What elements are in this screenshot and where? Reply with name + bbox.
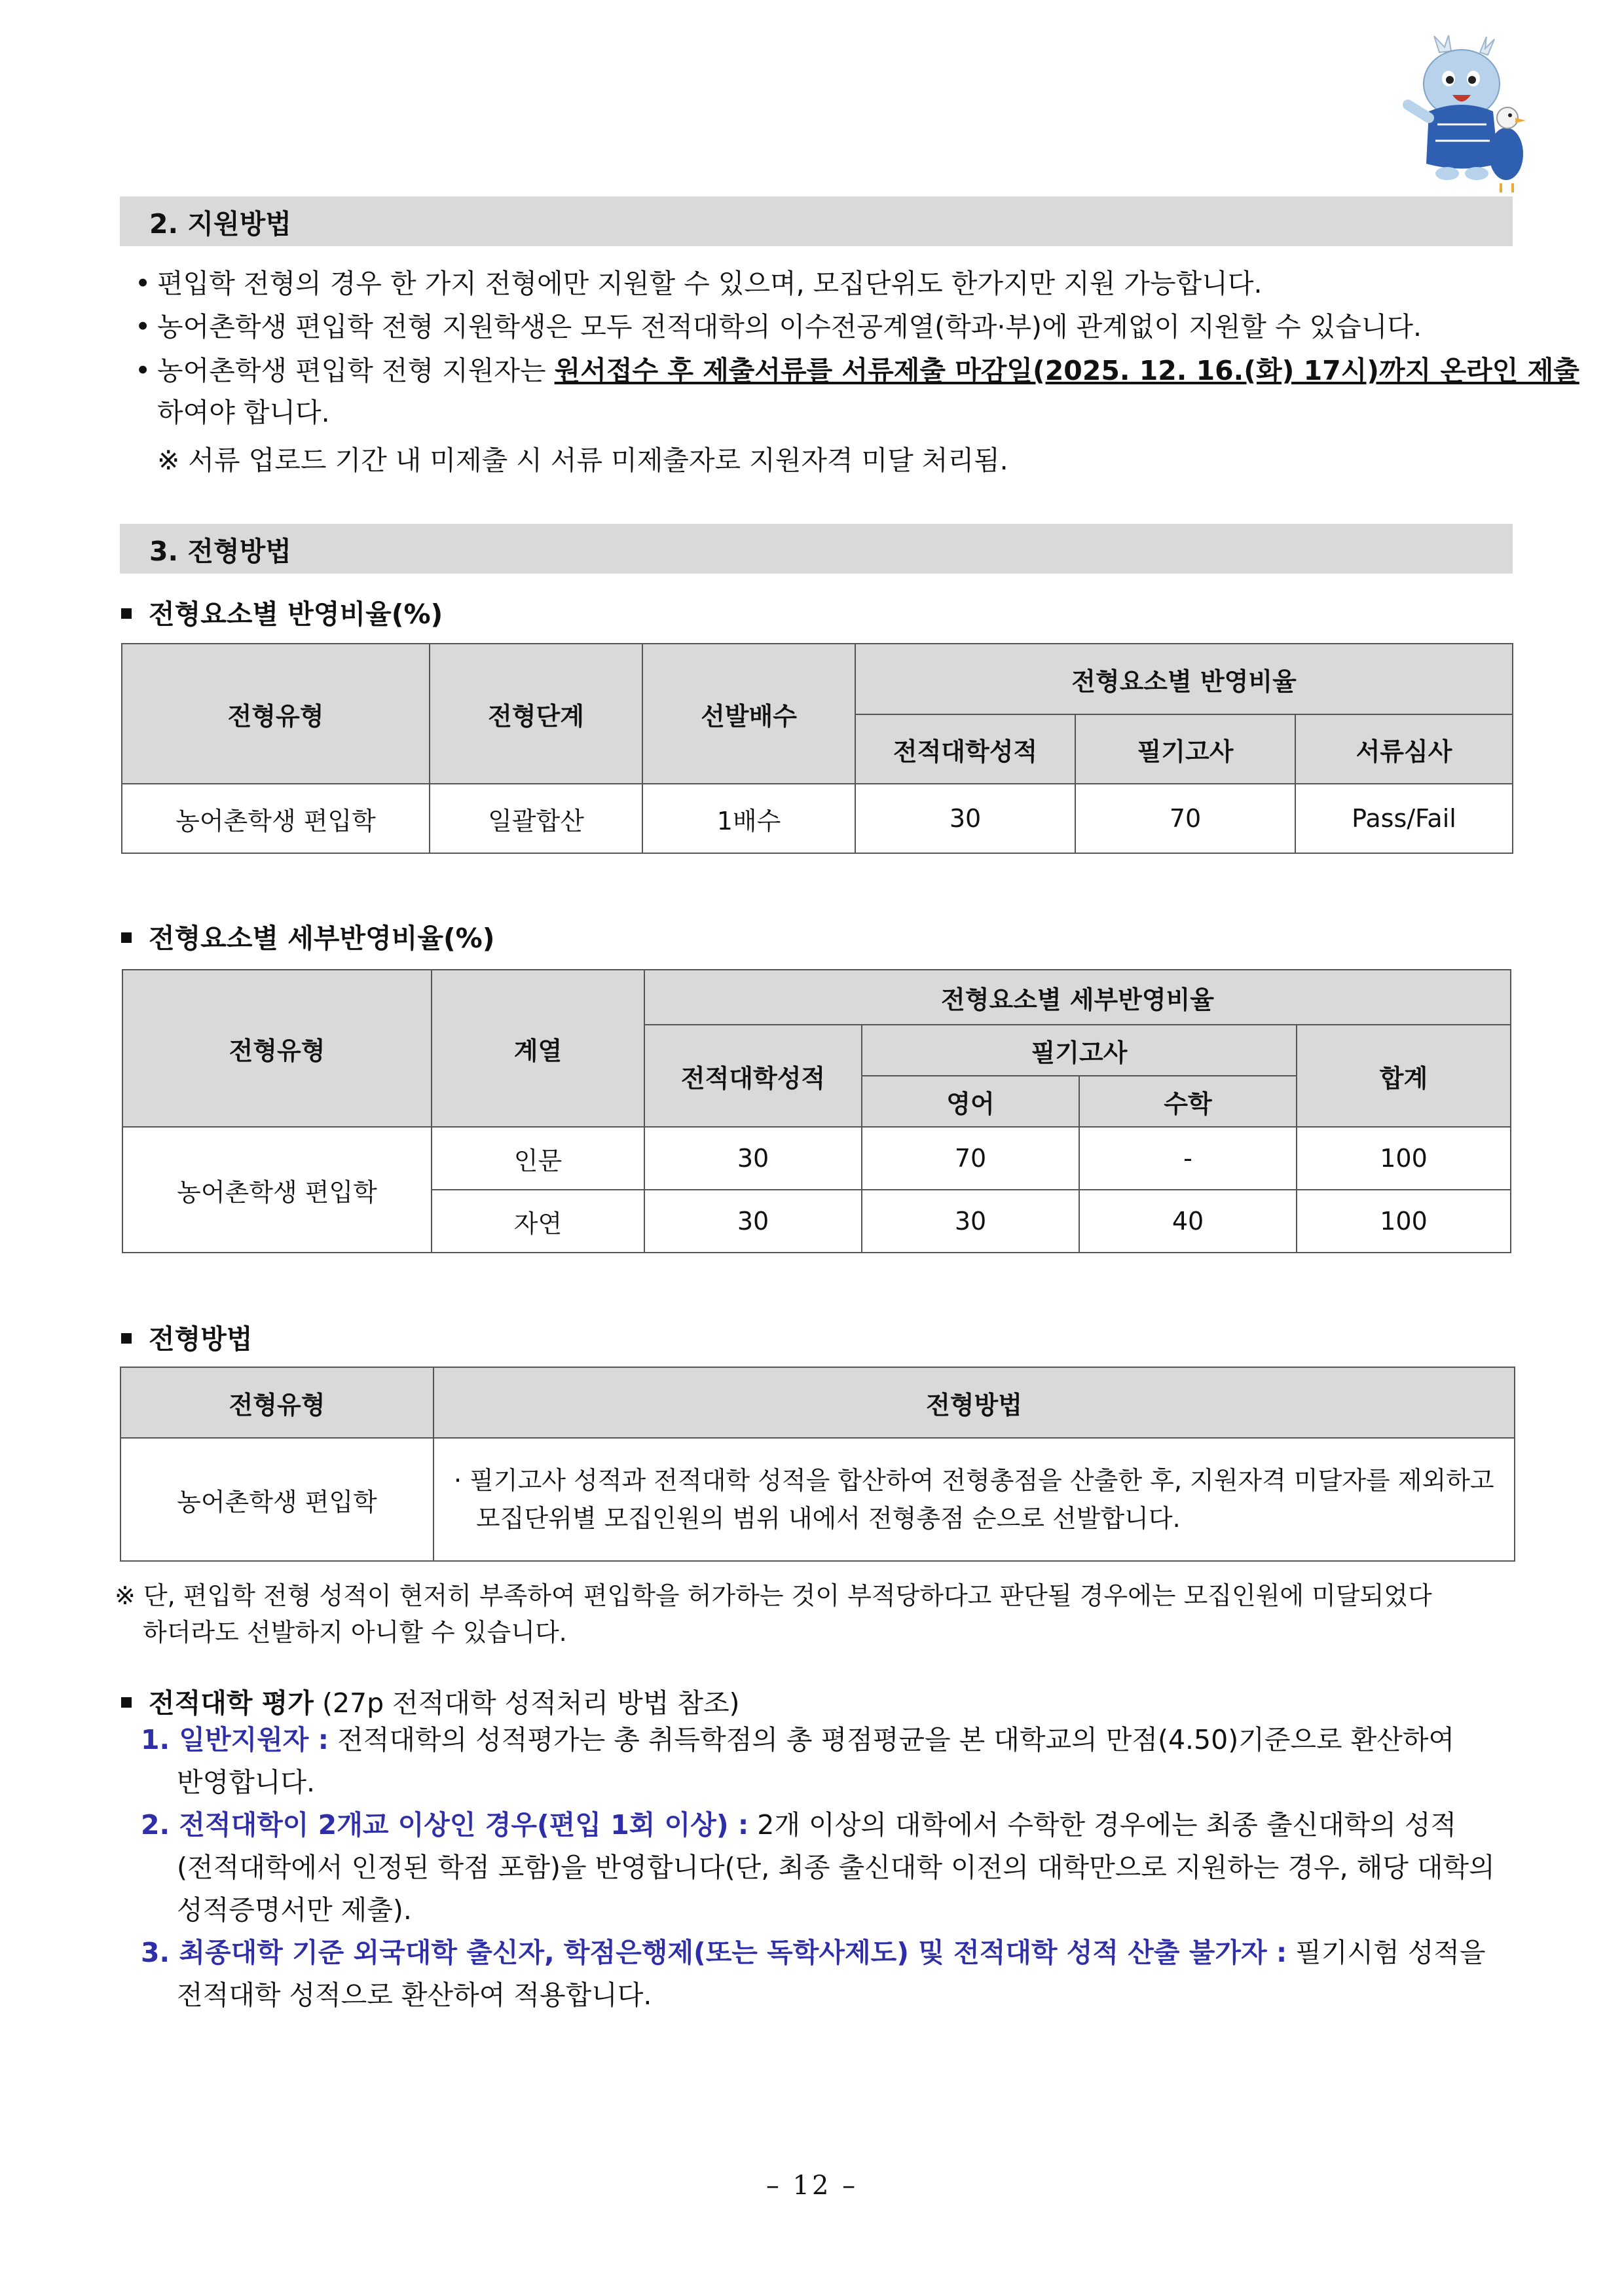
eval-item-1-continuation: 반영합니다. bbox=[177, 1767, 316, 1798]
table-row bbox=[120, 1438, 1515, 1561]
bullet-1: • 편입학 전형의 경우 한 가지 전형에만 지원할 수 있으며, 모집단위도 한가지만 지원 가능합니다. bbox=[157, 267, 1262, 300]
section-2-header: 2. 지원방법 bbox=[120, 196, 1513, 246]
eval-heading-text: 전적대학 평가 bbox=[149, 1687, 314, 1719]
eval-item-3-continuation: 전적대학 성적으로 환산하여 적용합니다. bbox=[177, 1979, 652, 2011]
eval-heading-reference: (27p 전적대학 성적처리 방법 참조) bbox=[313, 1687, 740, 1719]
ratio-header-gpa: 전적대학성적 bbox=[855, 714, 1075, 784]
ratio-header-group: 전형요소별 반영비율 bbox=[855, 644, 1513, 714]
eval-item-2-continuation-2: 성적증명서만 제출). bbox=[177, 1894, 412, 1926]
upload-note: ※ 서류 업로드 기간 내 미제출 시 서류 미제출자로 지원자격 미달 처리됨. bbox=[157, 445, 1008, 476]
method-header-method: 전형방법 bbox=[434, 1367, 1515, 1438]
detail-heading bbox=[121, 917, 495, 955]
detail-cell-gpa: 30 bbox=[644, 1127, 862, 1190]
eval-item-2 bbox=[141, 1808, 1456, 1841]
eval-item-3-text: 필기시험 성적을 bbox=[1287, 1937, 1486, 1968]
detail-header-total: 합계 bbox=[1297, 1025, 1511, 1127]
ratio-header-stage: 전형단계 bbox=[430, 644, 642, 784]
caveat-line-1: ※ 단, 편입학 전형 성적이 현저히 부족하여 편입학을 허가하는 것이 부적당하다고 판단될 경우에는 모집인원에 미달되었다 bbox=[115, 1581, 1432, 1610]
caveat-line-2: 하더라도 선발하지 아니할 수 있습니다. bbox=[143, 1618, 567, 1647]
ratio-cell-type: 농어촌학생 편입학 bbox=[122, 784, 430, 853]
bullet-3 bbox=[157, 354, 1579, 387]
method-header-type: 전형유형 bbox=[120, 1367, 434, 1438]
detail-header-track: 계열 bbox=[432, 970, 644, 1127]
ratio-heading bbox=[121, 593, 443, 631]
ratio-header-document: 서류심사 bbox=[1295, 714, 1513, 784]
eval-item-3 bbox=[141, 1936, 1486, 1969]
bullet-2: • 농어촌학생 편입학 전형 지원학생은 모두 전적대학의 이수전공계열(학과·부)에 관계없이 지원할 수 있습니다. bbox=[157, 310, 1422, 343]
detail-header-math: 수학 bbox=[1079, 1076, 1297, 1127]
eval-item-1-label: 1. 일반지원자 : bbox=[141, 1724, 329, 1755]
eval-item-2-label: 2. 전적대학이 2개교 이상인 경우(편입 1회 이상) : bbox=[141, 1809, 749, 1841]
mascot-illustration bbox=[1388, 33, 1532, 196]
detail-cell-gpa: 30 bbox=[644, 1190, 862, 1253]
detail-table bbox=[122, 969, 1511, 1253]
ratio-header-multiple: 선발배수 bbox=[642, 644, 855, 784]
bullet-3-text: 농어촌학생 편입학 전형 지원자는 bbox=[157, 355, 555, 386]
square-bullet-icon bbox=[121, 1697, 132, 1708]
method-line-1: · 필기고사 성적과 전적대학 성적을 합산하여 전형총점을 산출한 후, 지원자격 미달자를 제외하고 bbox=[454, 1466, 1494, 1495]
eval-heading bbox=[121, 1681, 740, 1720]
detail-cell-track: 자연 bbox=[432, 1190, 644, 1253]
table-row bbox=[122, 784, 1513, 853]
detail-header-group: 전형요소별 세부반영비율 bbox=[644, 970, 1511, 1025]
ratio-header-written: 필기고사 bbox=[1075, 714, 1295, 784]
ratio-cell-gpa: 30 bbox=[855, 784, 1075, 853]
detail-cell-track: 인문 bbox=[432, 1127, 644, 1190]
detail-header-gpa: 전적대학성적 bbox=[644, 1025, 862, 1127]
eval-item-2-continuation-1: (전적대학에서 인정된 학점 포함)을 반영합니다(단, 최종 출신대학 이전의 대학만으로 지원하는 경우, 해당 대학의 bbox=[177, 1852, 1495, 1883]
bullet-3-underlined: 원서접수 후 제출서류를 서류제출 마감일(2025. 12. 16.(화) 17시)까지 온라인 제출 bbox=[554, 355, 1579, 386]
ratio-cell-written: 70 bbox=[1075, 784, 1295, 853]
page-number: – 12 – bbox=[766, 2171, 858, 2201]
ratio-cell-multiple: 1배수 bbox=[642, 784, 855, 853]
detail-cell-total: 100 bbox=[1297, 1190, 1511, 1253]
method-heading bbox=[121, 1317, 252, 1356]
section-3-header: 3. 전형방법 bbox=[120, 524, 1513, 574]
detail-heading-text: 전형요소별 세부반영비율(%) bbox=[149, 923, 495, 954]
detail-cell-total: 100 bbox=[1297, 1127, 1511, 1190]
detail-cell-math: 40 bbox=[1079, 1190, 1297, 1253]
eval-item-1 bbox=[141, 1723, 1454, 1756]
ratio-table bbox=[121, 643, 1513, 854]
square-bullet-icon bbox=[121, 1333, 132, 1344]
detail-cell-english: 70 bbox=[862, 1127, 1079, 1190]
detail-header-type: 전형유형 bbox=[122, 970, 432, 1127]
method-table bbox=[120, 1367, 1515, 1562]
ratio-header-type: 전형유형 bbox=[122, 644, 430, 784]
ratio-cell-stage: 일괄합산 bbox=[430, 784, 642, 853]
method-cell-description bbox=[434, 1438, 1515, 1561]
eval-item-3-label: 3. 최종대학 기준 외국대학 출신자, 학점은행제(또는 독학사제도) 및 전적대학 성적 산출 불가자 : bbox=[141, 1937, 1287, 1968]
ratio-heading-text: 전형요소별 반영비율(%) bbox=[149, 598, 443, 630]
eval-item-1-text: 전적대학의 성적평가는 총 취득학점의 총 평점평균을 본 대학교의 만점(4.50)기준으로 환산하여 bbox=[329, 1724, 1455, 1755]
method-cell-type: 농어촌학생 편입학 bbox=[120, 1438, 434, 1561]
ratio-cell-document: Pass/Fail bbox=[1295, 784, 1513, 853]
square-bullet-icon bbox=[121, 608, 132, 619]
detail-header-written: 필기고사 bbox=[862, 1025, 1297, 1076]
table-row bbox=[122, 1127, 1511, 1190]
detail-cell-type: 농어촌학생 편입학 bbox=[122, 1127, 432, 1253]
detail-cell-math: - bbox=[1079, 1127, 1297, 1190]
method-line-2: 모집단위별 모집인원의 범위 내에서 전형총점 순으로 선발합니다. bbox=[476, 1504, 1181, 1533]
bullet-3-continuation: 하여야 합니다. bbox=[157, 397, 330, 428]
detail-header-english: 영어 bbox=[862, 1076, 1079, 1127]
square-bullet-icon bbox=[121, 932, 132, 943]
detail-cell-english: 30 bbox=[862, 1190, 1079, 1253]
eval-item-2-text: 2개 이상의 대학에서 수학한 경우에는 최종 출신대학의 성적 bbox=[748, 1809, 1457, 1841]
method-heading-text: 전형방법 bbox=[149, 1323, 253, 1355]
